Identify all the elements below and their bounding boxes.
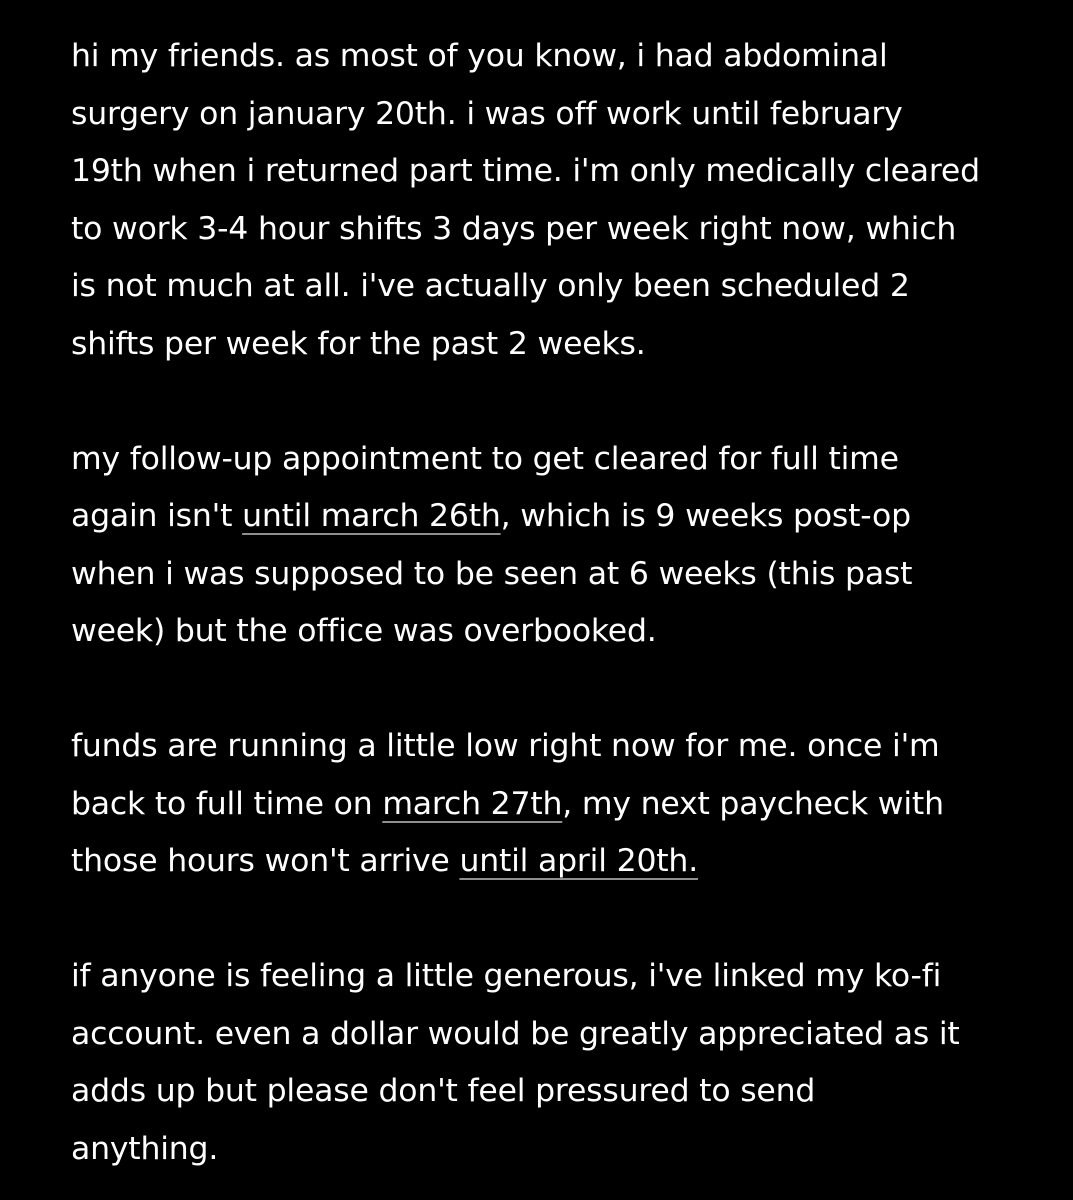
text-line bbox=[71, 833, 1031, 891]
paragraph-appointment bbox=[71, 431, 1031, 661]
underlined-date-march-27: march 27th bbox=[382, 785, 563, 822]
text-line: hi my friends. as most of you know, i had abdominal bbox=[71, 38, 888, 74]
text-segment: those hours won't arrive bbox=[71, 843, 460, 879]
text-line bbox=[71, 488, 1031, 546]
text-line: adds up but please don't feel pressured to send bbox=[71, 1073, 816, 1109]
text-line: is not much at all. i've actually only been scheduled 2 bbox=[71, 268, 910, 304]
underlined-date-march-26: until march 26th bbox=[242, 498, 501, 534]
text-line: surgery on january 20th. i was off work until february bbox=[71, 95, 903, 132]
text-line: when i was supposed to be seen at 6 weeks (this past bbox=[71, 555, 913, 592]
text-segment: , which is 9 weeks post-op bbox=[500, 498, 911, 534]
text-line bbox=[71, 776, 1031, 834]
note-body bbox=[71, 28, 1031, 1178]
text-segment: , my next paycheck with bbox=[562, 785, 944, 822]
text-line: 19th when i returned part time. i'm only medically cleared bbox=[71, 153, 980, 189]
text-line: account. even a dollar would be greatly appreciated as it bbox=[71, 1015, 960, 1052]
text-line: shifts per week for the past 2 weeks. bbox=[71, 325, 646, 362]
underlined-date-april-20: until april 20th. bbox=[459, 843, 699, 879]
text-line: to work 3-4 hour shifts 3 days per week right now, which bbox=[71, 210, 957, 247]
text-line: anything. bbox=[71, 1130, 219, 1167]
text-line: funds are running a little low right now for me. once i'm bbox=[71, 728, 940, 764]
text-line: if anyone is feeling a little generous, i've linked my ko-fi bbox=[71, 958, 942, 994]
paragraph-surgery bbox=[71, 28, 1031, 373]
text-segment: again isn't bbox=[71, 498, 243, 534]
text-line: week) but the office was overbooked. bbox=[71, 613, 657, 649]
text-line: my follow-up appointment to get cleared for full time bbox=[71, 440, 899, 477]
paragraph-funds bbox=[71, 718, 1031, 891]
paragraph-request bbox=[71, 948, 1031, 1178]
text-segment: back to full time on bbox=[71, 785, 383, 822]
